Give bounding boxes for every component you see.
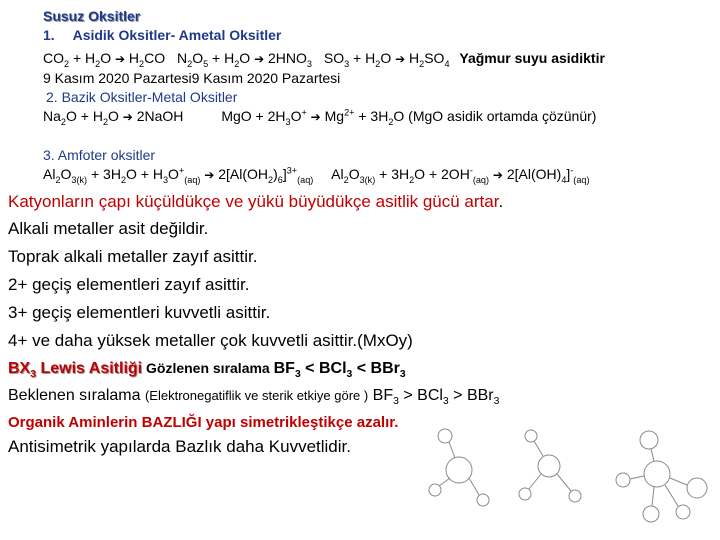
arrow-icon: ➔ [395,52,406,66]
equation-mgo: MgO + $2H_3O^+$ ➔ $Mg^{2+} + 3H_2O$ (MgO asidik ortamda çözünür) [221,107,597,127]
section3-title: 3. Amfoter oksitler [43,147,156,163]
atom-circle [525,430,537,442]
statement-4plus: 4+ ve daha yüksek metaller çok kuvvetli asittir.(MxOy) [8,331,413,350]
item-number: 1. [43,27,55,43]
equation-co2: $CO_2 + H_2O$ ➔ $H_2CO$ [43,50,166,69]
statement-2plus: 2+ geçiş elementleri zayıf asittir. [8,275,250,294]
section1-heading [43,27,281,43]
arrow-icon: ➔ [204,167,215,182]
amphoteric-equations [43,165,589,184]
basic-oxide-equations [43,107,596,126]
statement-alkaline-earth: Toprak alkali metaller zayıf asittir. [8,247,258,266]
expected-order-line: Beklenen sıralama (Elektronegatiflik ve sterik etkiye göre ) $BF_3 > BCl_3 > BBr_3$ [8,387,500,408]
bond-line [652,487,654,506]
arrow-icon: ➔ [114,52,126,66]
acidic-oxide-equations [43,50,605,69]
arrow-icon: ➔ [492,167,503,182]
statement-cation-size: Katyonların çapı küçüldükçe ve yükü büyüdükçe asitlik gücü artar. [8,192,504,211]
molecule-structure-sketches [425,408,715,526]
arrow-icon: ➔ [310,109,321,124]
atom-circle [687,478,707,498]
statement-alkali: Alkali metaller asit değildir. [8,219,209,238]
observed-order: $BF_3 < BCl_3 < BBr_3$ [273,360,406,381]
bond-line [557,474,571,491]
amines-statement: Organik Aminlerin BAZLIĞI yapı simetrikleştikçe azalır. [8,414,399,431]
equation-na2o: $Na_2O + H_2O$ ➔ 2NaOH [43,107,184,127]
atom-circle [569,490,581,502]
antisymmetric-statement: Antisimetrik yapılarda Bazlık daha Kuvvetlidir. [8,437,351,456]
atom-circle [538,455,560,477]
atom-circle [643,506,659,522]
bond-line [529,474,541,489]
equation-so3: $SO_3 + H_2O$ ➔ $H_2SO_4$ [323,50,450,69]
arrow-icon: ➔ [122,109,133,124]
bond-line [630,476,644,479]
item-title: Asidik Oksitler- Ametal Oksitler [72,27,282,43]
atom-circle [640,431,658,449]
equation-al2o3-acid: $Al_2O_{3(k)} + 3H_2O + H_3O^+_{(aq)}$ ➔ $2[Al(OH_2)_6]^{3+}_{(aq)}$ [43,165,314,185]
lewis-acidity-line: $BX_3$ Lewis Asitliği Gözlenen sıralama $BF_3 < BCl_3 < BBr_3$ [8,360,406,381]
bond-line [534,441,543,456]
section2-title: 2. Bazik Oksitler-Metal Oksitler [46,89,238,105]
atom-circle [644,461,670,487]
statement-3plus: 3+ geçiş elementleri kuvvetli asittir. [8,303,271,322]
bond-line [469,478,479,495]
lewis-label: $BX_3$ Lewis Asitliği [8,360,143,381]
equation-al2o3-base: $Al_2O_{3(k)} + 3H_2O + 2OH^-_{(aq)}$ ➔ $2[Al(OH)_4]^-_{(aq)}$ [331,165,590,185]
atom-circle [519,488,531,500]
bond-line [670,478,687,485]
bond-line [651,449,654,461]
atom-circle [477,494,489,506]
date-line: 9 Kasım 2020 Pazartesi9 Kasım 2020 Pazartesi [43,70,341,86]
bond-line [665,485,678,506]
atom-circle [616,473,630,487]
atom-circle [438,429,452,443]
bond-line [439,478,450,486]
atom-circle [676,505,690,519]
arrow-icon: ➔ [254,52,265,66]
atom-circle [446,457,472,483]
bond-line [449,442,455,458]
equation-n2o5: $N_2O_5 + H_2O$ ➔ $2HNO_3$ [177,50,312,69]
rain-note: Yağmur suyu asidiktir [459,50,605,66]
section1-title: Susuz Oksitler [43,8,141,24]
